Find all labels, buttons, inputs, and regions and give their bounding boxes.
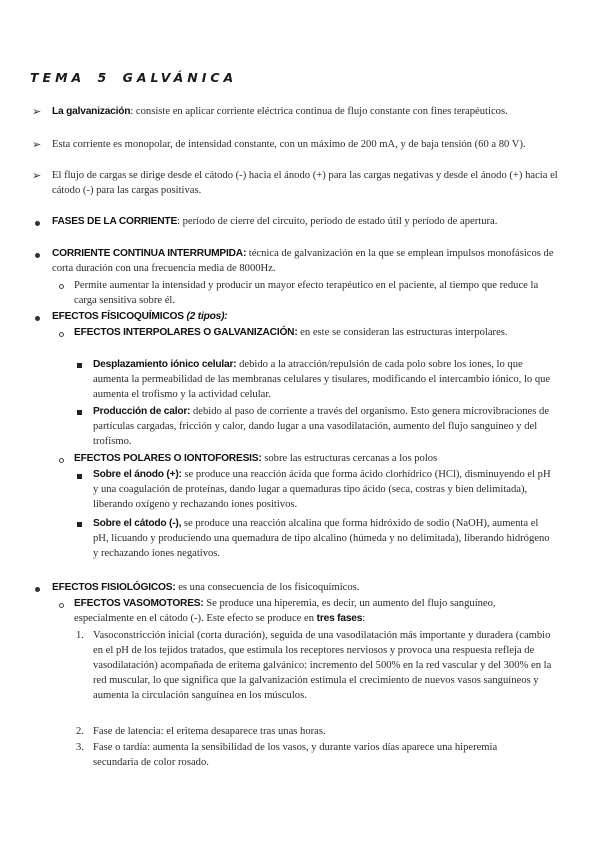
interrumpida-term: CORRIENTE CONTINUA INTERRUMPIDA: — [52, 248, 247, 259]
vasomotores-term: EFECTOS VASOMOTORES: — [74, 598, 204, 609]
fisicoquimicos-heading: EFECTOS FÍSICOQUÍMICOS (2 tipos): — [52, 311, 228, 322]
interrumpida-paragraph: CORRIENTE CONTINUA INTERRUMPIDA: técnica de galvanización en la que se emplean impulsos monofásicos de corta duración con una frecuencia media de 8000Hz. — [52, 248, 554, 274]
intro-paragraph: La galvanización: consiste en aplicar corriente eléctrica continua de flujo constante con fines terapéuticos. — [52, 106, 508, 117]
list-item: Fase o tardía: aumenta la sensibilidad de los vasos, y durante varios días aparece una hiperemia secundaria de color rosado. — [93, 742, 498, 768]
bullet-circle-icon — [59, 284, 64, 289]
bullet-circle-icon — [59, 603, 64, 608]
fases-paragraph: FASES DE LA CORRIENTE: período de cierre del circuito, período de estado útil y período de apertura. — [52, 216, 498, 227]
list-item: Producción de calor: debido al paso de corriente a través del organismo. Esto genera microvibraciones de partículas cargadas, fricción y calor, dando lugar a una vasodilatación, aumento del flujo sanguíneo y del trofismo. — [93, 406, 550, 447]
list-item: Fase de latencia: el eritema desaparece tras unas horas. — [93, 726, 326, 737]
intro-paragraph: El flujo de cargas se dirige desde el cátodo (-) hacia el ánodo (+) para las cargas negativas y desde el ánodo (+) hacia el cátodo (-) para las cargas positivas. — [52, 170, 558, 196]
vasomotores-paragraph: EFECTOS VASOMOTORES: Se produce una hiperemia, es decir, un aumento del flujo sanguíneo, especialmente en el cátodo (-). Este efecto se produce en tres fases: — [74, 598, 496, 624]
bullet-circle-icon — [59, 332, 64, 337]
list-item: Sobre el cátodo (-), se produce una reacción alcalina que forma hidróxido de sodio (NaOH), aumenta el pH, licuando y produciendo una quemadura de tipo alcalino (húmeda y no delimitada), liberando hidrógeno y rechazando iones negativos. — [93, 518, 550, 559]
interrumpida-sub: Permite aumentar la intensidad y producir un mayor efecto terapéutico en el paciente, al tiempo que reduce la carga sensitiva sobre él. — [74, 280, 539, 306]
intro-paragraph: Esta corriente es monopolar, de intensidad constante, con un máximo de 200 mA, y de baja tensión (60 a 80 V). — [52, 139, 526, 150]
arrow-bullet-icon: ➢ — [32, 138, 42, 151]
phase-number: 3. — [76, 742, 84, 753]
intro-term: La galvanización — [52, 106, 131, 117]
list-item: Vasoconstricción inicial (corta duración), seguida de una vasodilatación más importante y duradera (cambio en el pH de los tejidos tratados, que estimula los receptores nerviosos y provoca una respuesta refleja de vasodilatación) acompañada de eritema galvánico: incremento del 500% en la red vascular y del 300% en la red muscular, lo que significa que la galvanización estimula el crecimiento de nuevos vasos sanguíneos y aumenta la circulación sanguínea en los músculos. — [93, 630, 552, 701]
interpolares-paragraph: EFECTOS INTERPOLARES O GALVANIZACIÓN: en este se consideran las estructuras interpolares. — [74, 327, 508, 338]
bullet-dot-icon — [35, 316, 40, 321]
bullet-dot-icon — [35, 587, 40, 592]
list-item: Desplazamiento iónico celular: debido a la atracción/repulsión de cada polo sobre los iones, lo que aumenta la permeabilidad de las membranas celulares y tisulares, modificando el intercambio iónico, lo que aumenta el trofismo y la actividad celular. — [93, 359, 551, 400]
polares-paragraph: EFECTOS POLARES O IONTOFORESIS: sobre las estructuras cercanas a los polos — [74, 453, 438, 464]
phase-number: 2. — [76, 726, 84, 737]
arrow-bullet-icon: ➢ — [32, 105, 42, 118]
bullet-dot-icon — [35, 221, 40, 226]
list-item: Sobre el ánodo (+): se produce una reacción ácida que forma ácido clorhídrico (HCl), disminuyendo el pH y una coagulación de proteínas, dando lugar a quemaduras tipo ácido (seca, costras y bien delimitada), liberando oxígeno y rechazando iones positivos. — [93, 469, 551, 510]
phase-number: 1. — [76, 630, 84, 641]
bullet-circle-icon — [59, 458, 64, 463]
bullet-square-icon — [77, 474, 82, 479]
bullet-square-icon — [77, 363, 82, 368]
bullet-square-icon — [77, 410, 82, 415]
arrow-bullet-icon: ➢ — [32, 169, 42, 182]
bullet-square-icon — [77, 522, 82, 527]
polares-term: EFECTOS POLARES O IONTOFORESIS: — [74, 453, 262, 464]
interpolares-term: EFECTOS INTERPOLARES O GALVANIZACIÓN: — [74, 327, 298, 338]
document-title: TEMA 5 GALVÁNICA — [30, 70, 238, 85]
fisiologicos-term: EFECTOS FISIOLÓGICOS: — [52, 582, 176, 593]
fases-term: FASES DE LA CORRIENTE — [52, 216, 178, 227]
fisiologicos-paragraph: EFECTOS FISIOLÓGICOS: es una consecuencia de los fisicoquímicos. — [52, 582, 360, 593]
bullet-dot-icon — [35, 253, 40, 258]
